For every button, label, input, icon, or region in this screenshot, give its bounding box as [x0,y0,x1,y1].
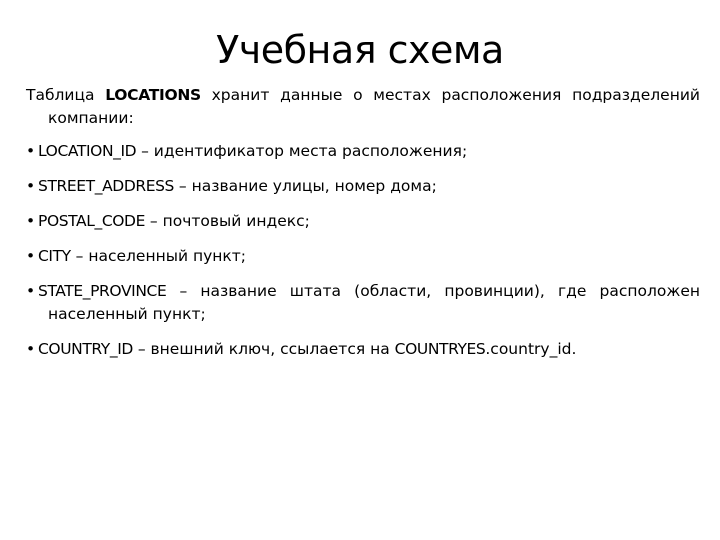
slide-body [26,84,700,373]
column-name: LOCATION_ID [38,142,137,160]
list-item-country-id [26,338,700,361]
column-description: – внешний ключ, ссылается на [132,340,395,358]
list-item-state-province [26,280,700,326]
slide-title: Учебная схема [216,28,504,72]
bullet-icon: • [26,282,36,300]
intro-prefix: Таблица [26,86,106,104]
table-name: LOCATIONS [105,86,201,104]
bullet-icon: • [26,177,36,195]
referenced-table: COUNTRYES [394,340,486,358]
intro-paragraph [26,84,700,130]
bullet-icon: • [26,247,36,265]
column-name: CITY [38,247,71,265]
column-name: POSTAL_CODE [38,212,145,230]
list-item-city [26,245,700,268]
list-item-postal-code [26,210,700,233]
column-description: – населенный пункт; [70,247,247,265]
column-description: – идентификатор места расположения; [136,142,468,160]
bullet-icon: • [26,340,36,358]
column-name: COUNTRY_ID [38,340,133,358]
intro-suffix: хранит данные о местах расположения подразделений компании: [48,86,700,127]
column-description: – название улицы, номер дома; [174,177,437,195]
list-item-street-address [26,175,700,198]
bullet-icon: • [26,212,36,230]
column-name: STATE_PROVINCE [38,282,167,300]
column-description: – название штата (области, провинции), где расположен населенный пункт; [48,282,700,323]
column-name: STREET_ADDRESS [38,177,174,195]
column-description: – почтовый индекс; [145,212,310,230]
list-item-location-id [26,140,700,163]
referenced-column: .country_id. [485,340,577,358]
bullet-icon: • [26,142,36,160]
